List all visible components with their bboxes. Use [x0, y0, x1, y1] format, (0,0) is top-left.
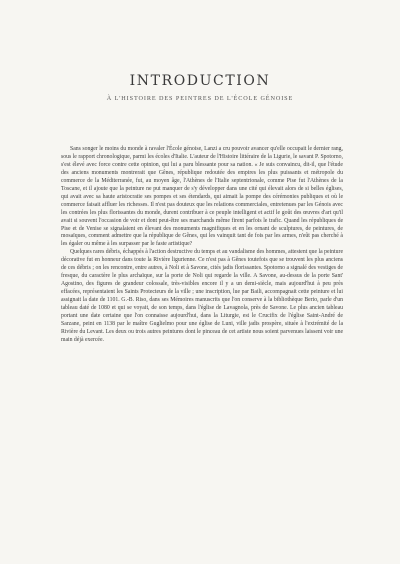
- paragraph: Sans songer le moins du monde à ravaler l'École génoise, Lanzi a cru pouvoir avancer qu'elle occupait le dernier rang, sous le rapport chronologique, parmi les écoles d'Italie. L'auteur de l'Histoire littéraire de la Ligurie, le savant P. Spotorno, s'est élevé avec force contre cette opinion, qui lui a paru blessante pour sa nation. « Je suis convaincu, dit-il, que l'étude des anciens monuments montrerait que Gênes, république redoutée des empires les plus puissants et métropole du commerce de la Méditerranée, fut, au moyen âge, l'Athènes de l'Italie septentrionale, comme Pise fut l'Athènes de la Toscane, et il ajoute que la peinture ne put manquer de s'y développer dans une cité qui élevait alors de si belles églises, qui avait avec sa haute aristocratie ses pompes et ses étendards, qui aimait la pompe des cérémonies publiques et où le commerce faisait affluer les richesses. Il n'est pas douteux que les relations commerciales, entretenues par les Génois avec les contrées les plus florissantes du monde, durent contribuer à ce peuple intelligent et actif le goût des œuvres d'art qu'il avait si souvent l'occasion de voir et dont peut-être ses marchands même firent parfois le trafic. Quand les républiques de Pise et de Venise se signalaient en élevant des monuments magnifiques et en les ornant de sculptures, de peintures, de mosaïques, comment admettre que la république de Gênes, qui les vainquit tant de fois par les armes, n'eût pas cherché à les égaler ou même à les surpasser par le faste artistique?: [61, 146, 343, 248]
- paragraph: Quelques rares débris, échappés à l'action destructive du temps et au vandalisme des hommes, attestent que la peinture décorative fut en honneur dans toute la Rivière ligurienne. Ce n'est pas à Gênes toutefois que se trouvent les plus anciens de ces débris ; on les rencontre, entre autres, à Noli et à Savone, cités jadis florissantes. Spotorno a signalé des vestiges de fresque, du caractère le plus archaïque, sur la porte de Noli qui regarde la ville. A Savone, au-dessus de la porte Sant' Agostino, des figures de grandeur colossale, très-visibles encore il y a un demi-siècle, mais aujourd'hui à peu près effacées, représentaient les Saints Protecteurs de la ville ; une inscription, lue par Baili, accompagnait cette peinture et lui assignait la date de 1101. G.-B. Riso, dans ses Mémoires manuscrits que l'on conserve à la bibliothèque Berio, parle d'un tableau daté de 1080 et qui se voyait, de son temps, dans l'église de Lavagnola, près de Savone. Le plus ancien tableau portant une date certaine que l'on connaisse aujourd'hui, dans la Liturgie, est le Crucifix de l'église Saint-André de Sarzane, peint en 1138 par le maître Guglielmo pour une église de Luni, ville jadis prospère, située à l'extrémité de la Rivière du Levant. Les deux ou trois autres peintures dont le pinceau de cet artiste nous soient parvenues laissent voir une main déjà exercée.: [61, 249, 343, 343]
- page-title: INTRODUCTION: [129, 73, 271, 89]
- body-text: [61, 146, 343, 345]
- page-subtitle: À L'HISTOIRE DES PEINTRES DE L'ÉCOLE GÉNOISE: [106, 95, 294, 102]
